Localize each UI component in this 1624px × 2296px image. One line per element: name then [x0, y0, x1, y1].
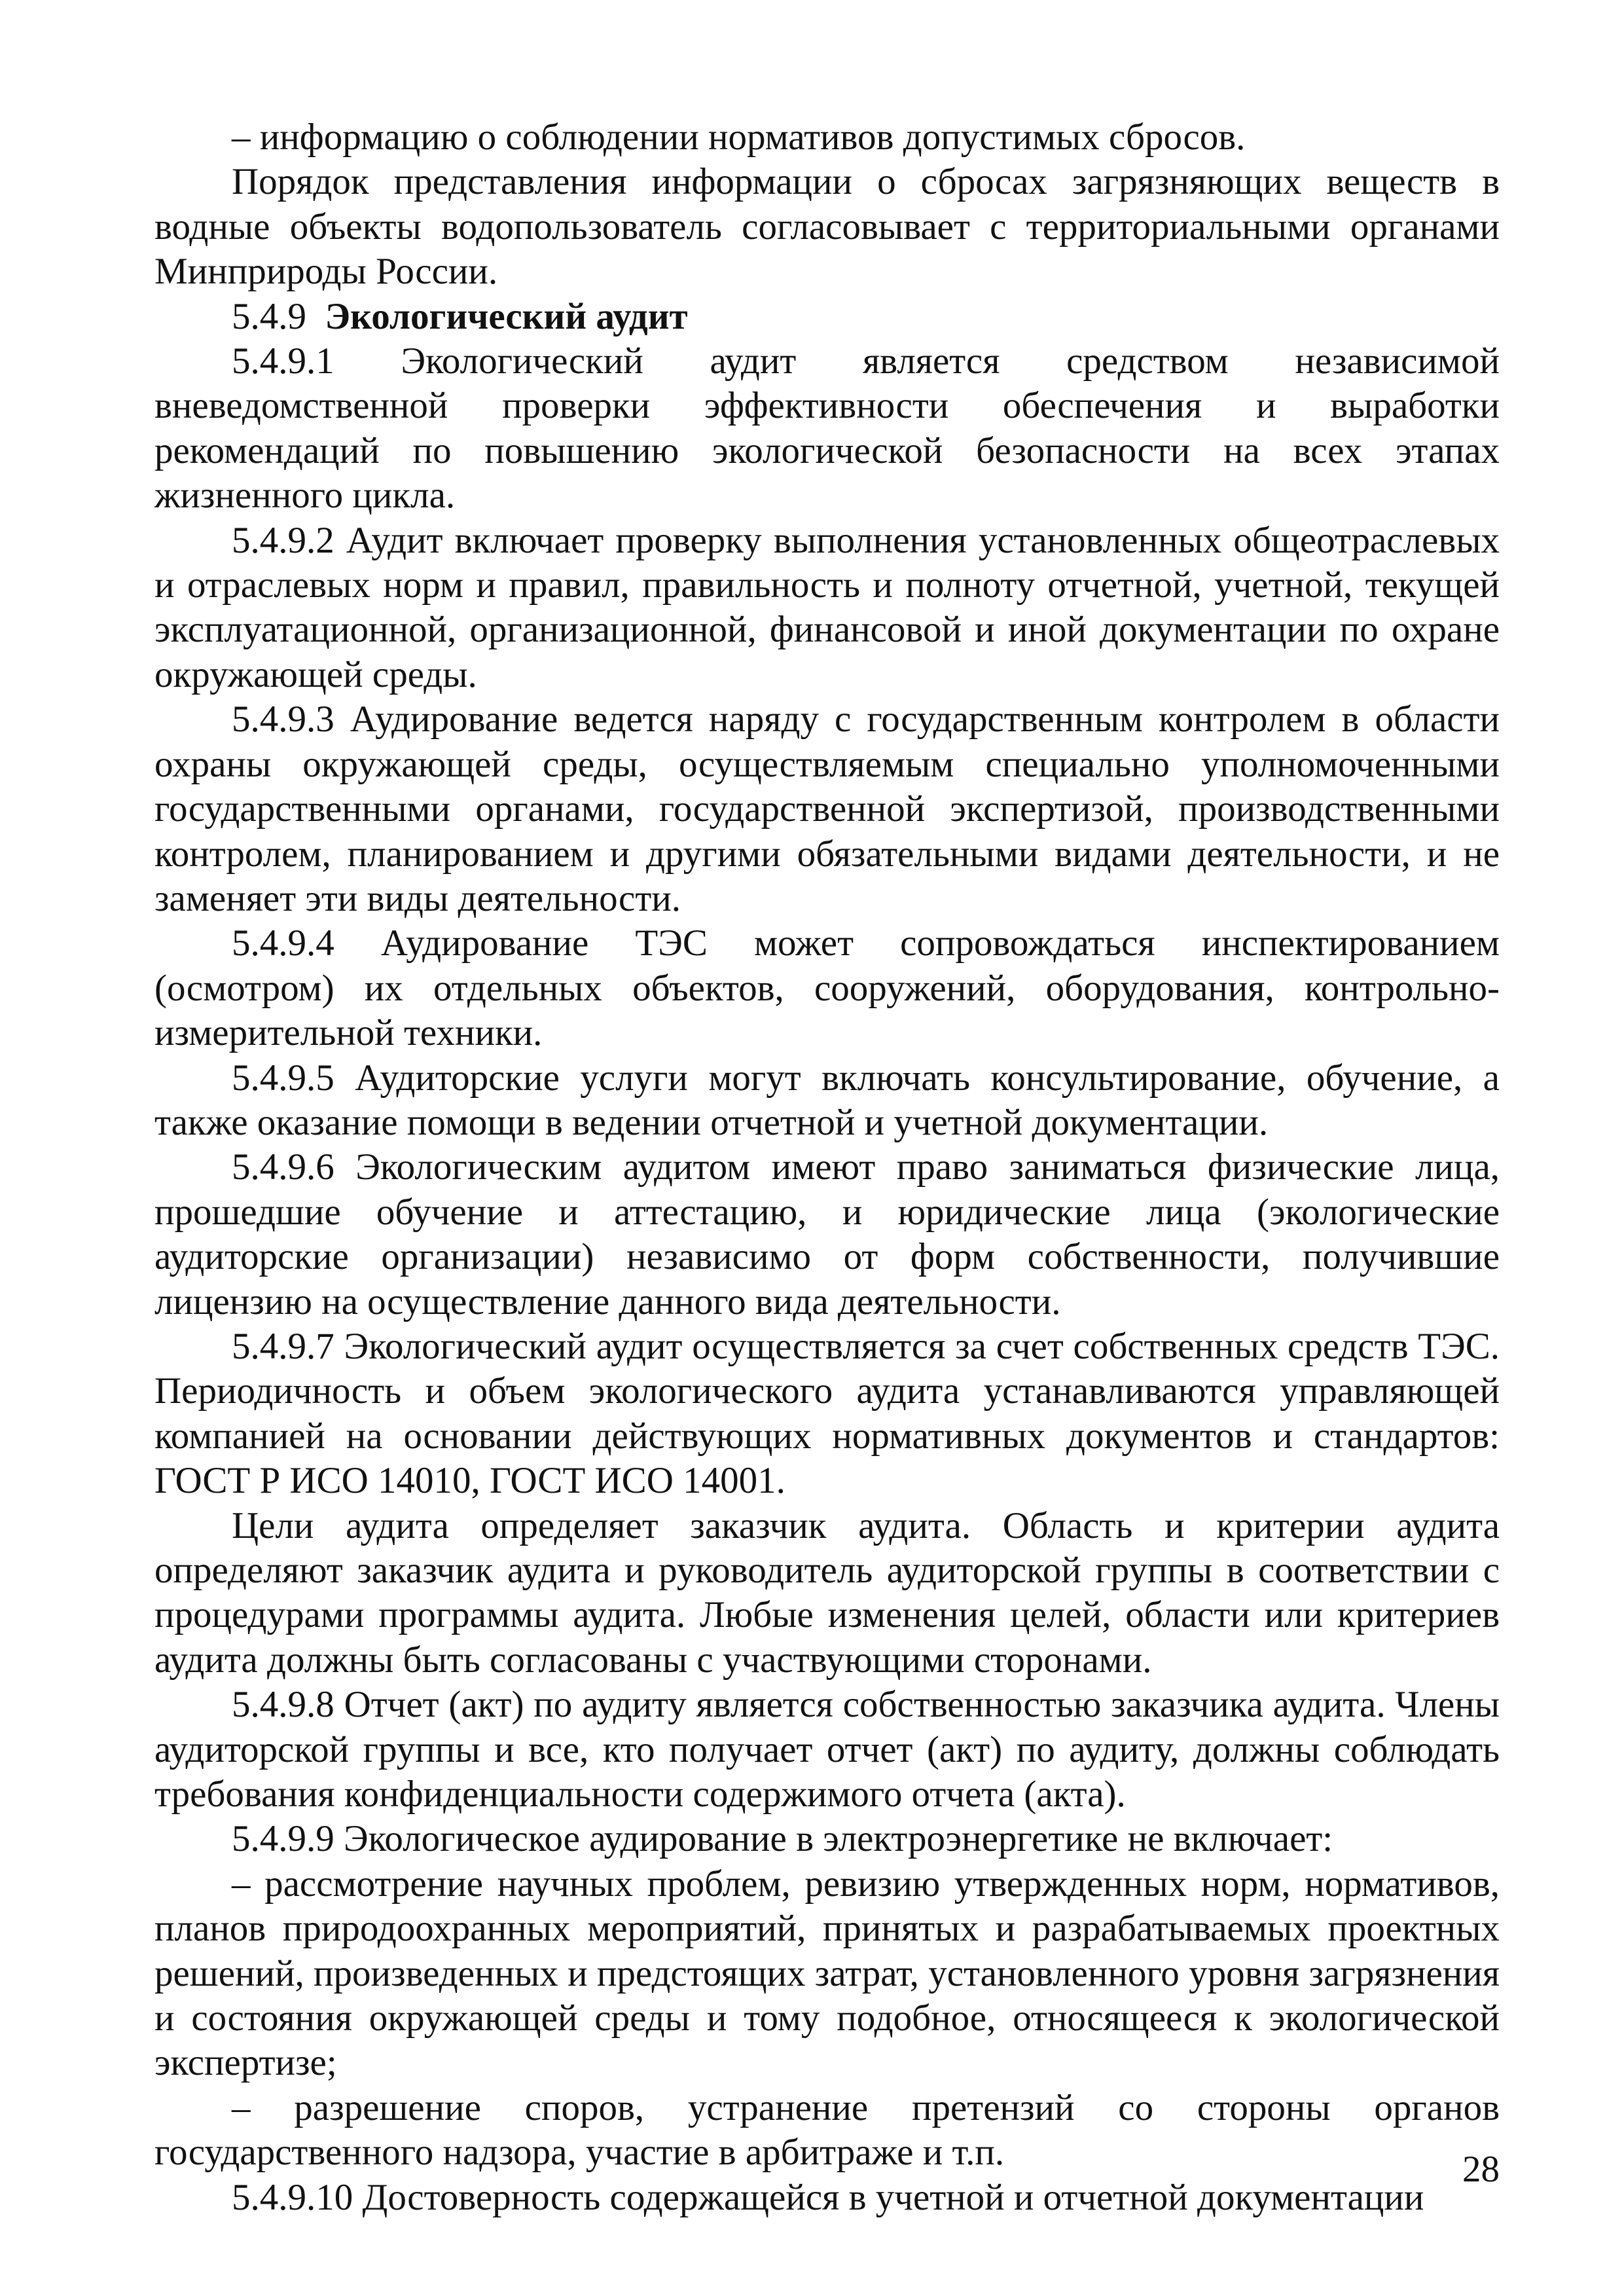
paragraph: 5.4.9.7 Экологический аудит осуществляется за счет собственных средств ТЭС. Периодичность и объем экологического аудита устанавливаются управляющей компанией на основании действующих нормативных документов и стандартов: ГОСТ Р ИСО 14010, ГОСТ ИСО 14001. — [154, 1325, 1500, 1502]
paragraph: 5.4.9.5 Аудиторские услуги могут включать консультирование, обучение, а также оказание помощи в ведении отчетной и учетной документации. — [154, 1057, 1500, 1143]
list-item: – информацию о соблюдении нормативов допустимых сбросов. — [232, 117, 1246, 158]
list-item: – рассмотрение научных проблем, ревизию утвержденных норм, нормативов, планов природоохранных мероприятий, принятых и разрабатываемых проектных решений, произведенных и предстоящих затрат, установленного уровня загрязнения и состояния окружающей среды и тому подобное, относящееся к экологической экспертизе; — [154, 1863, 1500, 2084]
paragraph: 5.4.9.2 Аудит включает проверку выполнения установленных общеотраслевых и отраслевых норм и правил, правильность и полноту отчетной, учетной, текущей эксплуатационной, организационной, финансовой и иной документации по охране окружающей среды. — [154, 519, 1500, 695]
paragraph: 5.4.9.6 Экологическим аудитом имеют право заниматься физические лица, прошедшие обучение и аттестацию, и юридические лица (экологические аудиторские организации) независимо от форм собственности, получившие лицензию на осуществление данного вида деятельности. — [154, 1146, 1500, 1322]
section-heading — [154, 295, 1500, 339]
document-body — [154, 115, 1500, 2220]
paragraph: 5.4.9.4 Аудирование ТЭС может сопровождаться инспектированием (осмотром) их отдельных объектов, сооружений, оборудования, контрольно-измерительной техники. — [154, 922, 1500, 1054]
section-title: Экологический аудит — [325, 295, 688, 337]
paragraph: 5.4.9.1 Экологический аудит является средством независимой вневедомственной проверки эффективности обеспечения и выработки рекомендаций по повышению экологической безопасности на всех этапах жизненного цикла. — [154, 340, 1500, 517]
paragraph: 5.4.9.10 Достоверность содержащейся в учетной и отчетной документации — [232, 2176, 1424, 2218]
paragraph: 5.4.9.3 Аудирование ведется наряду с государственным контролем в области охраны окружающей среды, осуществляемым специально уполномоченными государственными органами, государственной экспертизой, производственными контролем, планированием и другими обязательными видами деятельности, и не заменяет эти виды деятельности. — [154, 699, 1500, 919]
page-number: 28 — [1462, 2149, 1500, 2190]
paragraph: Порядок представления информации о сбросах загрязняющих веществ в водные объекты водопользователь согласовывает с территориальными органами Минприроды России. — [154, 161, 1500, 293]
paragraph: 5.4.9.8 Отчет (акт) по аудиту является собственностью заказчика аудита. Члены аудиторской группы и все, кто получает отчет (акт) по аудиту, должны соблюдать требования конфиденциальности содержимого отчета (акта). — [154, 1684, 1500, 1815]
section-number: 5.4.9 — [232, 295, 306, 337]
paragraph: 5.4.9.9 Экологическое аудирование в электроэнергетике не включает: — [232, 1818, 1333, 1860]
list-item: – разрешение споров, устранение претензий со стороны органов государственного надзора, участие в арбитраже и т.п. — [154, 2086, 1500, 2174]
paragraph: Цели аудита определяет заказчик аудита. Область и критерии аудита определяют заказчик аудита и руководитель аудиторской группы в соответствии с процедурами программы аудита. Любые изменения целей, области или критериев аудита должны быть согласованы с участвующими сторонами. — [154, 1504, 1500, 1681]
